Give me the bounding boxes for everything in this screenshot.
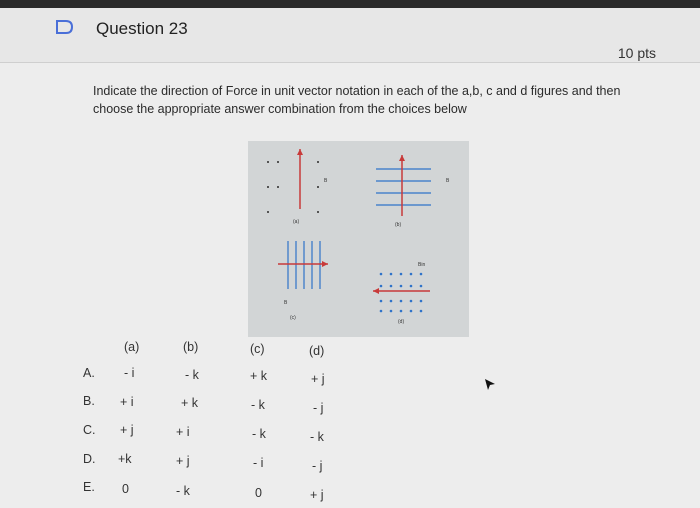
- label-B-b: B: [446, 178, 450, 184]
- choice-a-col-d: + j: [311, 372, 325, 386]
- flag-icon[interactable]: [54, 18, 76, 36]
- question-header: [0, 8, 700, 63]
- label-d: (d): [398, 319, 405, 325]
- mouse-cursor-icon: [484, 378, 496, 392]
- choice-d-col-c: - i: [253, 456, 264, 470]
- choice-b-col-c: - k: [251, 398, 265, 412]
- choice-a-col-c: + k: [250, 369, 268, 383]
- choice-d-col-b: + j: [176, 454, 190, 468]
- instructions-line-2: choose the appropriate answer combination from the choices below: [93, 102, 467, 116]
- choice-c-col-b: + i: [176, 425, 190, 439]
- label-Bin: Bin: [418, 262, 426, 268]
- choice-b-col-a: + i: [120, 395, 134, 409]
- header-b: (b): [183, 340, 199, 354]
- panel-d: [373, 262, 430, 325]
- question-instructions: [93, 82, 653, 118]
- choice-e-col-c: 0: [255, 486, 262, 500]
- panel-c: [278, 241, 328, 321]
- label-c: (c): [290, 315, 296, 321]
- choice-d-col-a: +k: [118, 452, 132, 466]
- question-card: [0, 8, 700, 508]
- choice-b-col-b: + k: [181, 396, 199, 410]
- force-figure: [248, 141, 469, 337]
- question-title: Question 23: [96, 19, 188, 38]
- choice-e-col-d: + j: [310, 488, 324, 502]
- header-d: (d): [309, 344, 325, 358]
- choice-b-col-d: - j: [313, 401, 324, 415]
- choice-e-col-a: 0: [122, 482, 129, 496]
- label-B-a: B: [324, 178, 328, 184]
- choice-letter-e[interactable]: E.: [83, 480, 95, 494]
- choice-a-col-b: - k: [185, 368, 199, 382]
- choice-c-col-c: - k: [252, 427, 266, 441]
- header-a: (a): [124, 340, 140, 354]
- choice-letter-d[interactable]: D.: [83, 452, 96, 466]
- panel-b: [376, 155, 450, 228]
- label-B-c: B: [284, 300, 288, 306]
- choice-c-col-d: - k: [310, 430, 324, 444]
- choice-e-col-b: - k: [176, 484, 190, 498]
- choice-c-col-a: + j: [120, 423, 134, 437]
- label-b: (b): [395, 222, 402, 228]
- instructions-line-1: Indicate the direction of Force in unit vector notation in each of the a,b, c and d figures and then: [93, 84, 621, 98]
- header-c: (c): [250, 342, 265, 356]
- panel-a: [268, 149, 328, 225]
- choice-a-col-a: - i: [124, 366, 135, 380]
- choice-d-col-d: - j: [312, 459, 323, 473]
- answer-choices: [0, 328, 700, 508]
- force-figure-svg: [248, 141, 469, 337]
- choice-letter-c[interactable]: C.: [83, 423, 96, 437]
- choice-letter-b[interactable]: B.: [83, 394, 95, 408]
- label-a: (a): [293, 219, 300, 225]
- question-points: 10 pts: [617, 45, 656, 61]
- choice-letter-a[interactable]: A.: [83, 366, 95, 380]
